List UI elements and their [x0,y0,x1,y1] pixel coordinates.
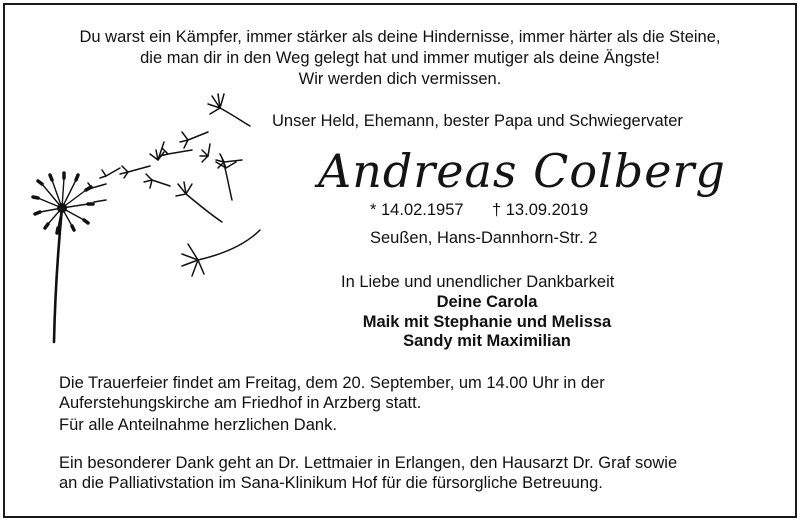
service-info [59,373,605,413]
special-thanks-line: an die Palliativstation im Sana-Klinikum Hof für die fürsorgliche Betreuung. [59,474,603,492]
mourners-list [341,293,633,352]
mourner-name: Deine Carola [436,293,538,311]
death-date: † 13.09.2019 [492,201,589,219]
quote-line: Du warst ein Kämpfer, immer stärker als deine Hindernisse, immer härter als die Steine, [79,28,721,46]
service-line: Die Trauerfeier findet am Freitag, dem 20. September, um 14.00 Uhr in der [59,374,605,392]
special-thanks [59,453,677,493]
mourner-name: Maik mit Stephanie und Melissa [362,312,612,331]
mourner-name: Sandy mit Maximilian [403,332,571,350]
thanks-text: Für alle Anteilnahme herzlichen Dank. [59,416,337,434]
dandelion-icon [28,80,278,350]
address: Seußen, Hans-Dannhorn-Str. 2 [370,229,598,247]
special-thanks-line: Ein besonderer Dank geht an Dr. Lettmaier in Erlangen, den Hausarzt Dr. Graf sowie [59,454,678,472]
mourners-intro: In Liebe und unendlicher Dankbarkeit [341,273,615,291]
deceased-name: Andreas Colberg [318,144,726,198]
birth-date: * 14.02.1957 [370,201,464,219]
intro-text: Unser Held, Ehemann, bester Papa und Schwiegervater [272,112,683,130]
quote-line: die man dir in den Weg gelegt hat und immer mutiger als deine Ängste! [140,49,660,67]
service-line: Auferstehungskirche am Friedhof in Arzberg statt. [59,394,422,412]
quote-line: Wir werden dich vermissen. [298,70,502,88]
